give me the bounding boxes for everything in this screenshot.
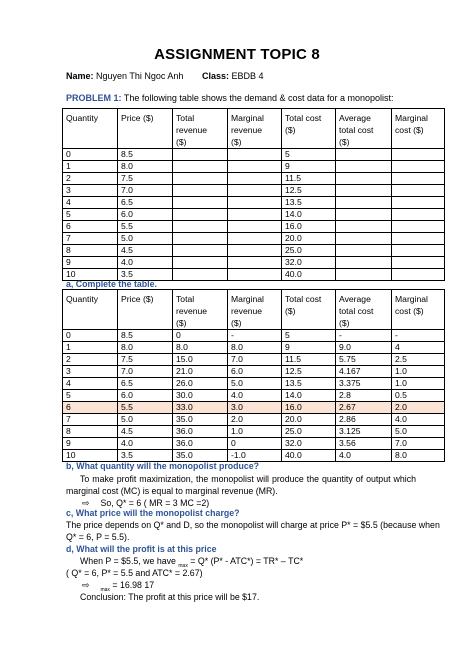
table-cell: 4 xyxy=(63,197,118,209)
table-cell xyxy=(228,257,282,269)
table-cell xyxy=(336,149,392,161)
table-cell xyxy=(336,257,392,269)
table-cell: 11.5 xyxy=(282,173,336,185)
column-header-line: cost ($) xyxy=(395,125,424,135)
table-row xyxy=(63,354,445,366)
column-header xyxy=(336,109,392,149)
table-row xyxy=(63,414,445,426)
part-c-text-1: The price depends on Q* and D, so the monopolist will charge at price P* = $5.5 (because when xyxy=(66,520,440,530)
column-header-line: Marginal xyxy=(231,294,264,304)
table-cell: 4.167 xyxy=(336,366,392,378)
part-b-answer-text: So, Q* = 6 ( MR = 3 MC =2) xyxy=(100,498,210,508)
table-cell: 16.0 xyxy=(282,402,336,414)
table-cell: 16.0 xyxy=(282,221,336,233)
table-cell xyxy=(336,173,392,185)
table-cell: 0.5 xyxy=(392,390,445,402)
table-cell: 5 xyxy=(63,209,118,221)
table-cell xyxy=(173,185,228,197)
highlighted-row xyxy=(63,402,445,414)
table-cell xyxy=(392,257,445,269)
table-cell: 21.0 xyxy=(173,366,228,378)
table-cell: 7 xyxy=(63,414,118,426)
table-cell xyxy=(336,245,392,257)
table-cell: 14.0 xyxy=(282,390,336,402)
table-cell: 5.0 xyxy=(228,378,282,390)
table-cell: 4.0 xyxy=(336,450,392,462)
table-cell: 3 xyxy=(63,366,118,378)
table-row xyxy=(63,161,445,173)
table-cell: 36.0 xyxy=(173,426,228,438)
table-cell xyxy=(228,221,282,233)
table-cell xyxy=(392,173,445,185)
table-cell: 8.0 xyxy=(118,161,173,173)
table-cell: 10 xyxy=(63,269,118,281)
table-cell: 12.5 xyxy=(282,185,336,197)
table-cell: 2.86 xyxy=(336,414,392,426)
table-cell: 9 xyxy=(63,438,118,450)
table-cell: 26.0 xyxy=(173,378,228,390)
table-cell: 25.0 xyxy=(282,426,336,438)
name-label: Name: xyxy=(66,71,94,81)
table-cell xyxy=(173,269,228,281)
table-cell xyxy=(173,245,228,257)
table-cell: 7.5 xyxy=(118,354,173,366)
part-d-line-2: ( Q* = 6, P* = 5.5 and ATC* = 2.67) xyxy=(66,568,203,578)
column-header-line: Quantity xyxy=(66,113,99,123)
table-row xyxy=(63,450,445,462)
table-cell: 2 xyxy=(63,354,118,366)
table-cell xyxy=(173,173,228,185)
column-header xyxy=(228,290,282,330)
class-info xyxy=(202,71,264,81)
table-cell: 4.0 xyxy=(392,414,445,426)
table-cell: -1.0 xyxy=(228,450,282,462)
table-row xyxy=(63,366,445,378)
column-header-line: ($) xyxy=(176,137,187,147)
table-cell: 8 xyxy=(63,426,118,438)
table-cell xyxy=(228,269,282,281)
table-cell: 9.0 xyxy=(336,342,392,354)
table-row xyxy=(63,173,445,185)
table-cell: 2.67 xyxy=(336,402,392,414)
table-cell: 5.5 xyxy=(118,221,173,233)
profit-formula: = Q* (P* - ATC*) = TR* – TC* xyxy=(190,556,304,566)
part-d-heading: d, What will the profit is at this price xyxy=(66,544,217,554)
column-header-line: ($) xyxy=(176,318,187,328)
max-subscript: max xyxy=(100,586,110,593)
table-cell: 3.375 xyxy=(336,378,392,390)
column-header-line: revenue xyxy=(231,125,263,135)
table-row xyxy=(63,221,445,233)
column-header xyxy=(63,290,118,330)
table-cell: 7.0 xyxy=(118,185,173,197)
table-cell: 1.0 xyxy=(228,426,282,438)
table-cell xyxy=(336,161,392,173)
table-cell xyxy=(336,233,392,245)
table-cell xyxy=(173,209,228,221)
table-cell xyxy=(228,185,282,197)
profit-value: = 16.98 17 xyxy=(112,580,155,590)
table-cell: 9 xyxy=(282,342,336,354)
part-b-heading: b, What quantity will the monopolist produce? xyxy=(66,461,260,471)
column-header xyxy=(118,290,173,330)
table-row xyxy=(63,245,445,257)
column-header xyxy=(173,290,228,330)
table-cell: 5 xyxy=(63,390,118,402)
table-cell: 35.0 xyxy=(173,450,228,462)
column-header-line: Total xyxy=(176,113,195,123)
table-cell: 33.0 xyxy=(173,402,228,414)
table-cell xyxy=(392,209,445,221)
table-cell xyxy=(173,257,228,269)
table-cell: 4.0 xyxy=(118,257,173,269)
table-cell: 3.5 xyxy=(118,450,173,462)
table-cell xyxy=(228,245,282,257)
problem-label: PROBLEM 1: xyxy=(66,93,122,103)
part-d-line-3 xyxy=(82,580,154,593)
table-cell: 2.5 xyxy=(392,354,445,366)
column-header-line: cost ($) xyxy=(395,306,424,316)
column-header-line: Total cost xyxy=(285,294,322,304)
table-cell: 5.5 xyxy=(118,402,173,414)
table-cell: 4 xyxy=(63,378,118,390)
column-header-line: ($) xyxy=(339,318,350,328)
table-cell: 7.0 xyxy=(392,438,445,450)
table-cell: 8.0 xyxy=(392,450,445,462)
table-cell: 10 xyxy=(63,450,118,462)
table-cell xyxy=(228,197,282,209)
column-header-line: total cost xyxy=(339,125,374,135)
column-header-line: total cost xyxy=(339,306,374,316)
column-header-line: Total cost xyxy=(285,113,322,123)
part-b-text: To make profit maximization, the monopolist will produce the quantity of output which marginal cost (MC) is equal to marginal revenue (MR). xyxy=(66,474,416,496)
table-cell xyxy=(392,149,445,161)
table-cell: 8.0 xyxy=(118,342,173,354)
column-header xyxy=(392,109,445,149)
table-cell: 5.0 xyxy=(392,426,445,438)
table-cell: 2.8 xyxy=(336,390,392,402)
column-header-line: Quantity xyxy=(66,294,99,304)
table-cell: 40.0 xyxy=(282,450,336,462)
table-cell xyxy=(228,149,282,161)
table-cell xyxy=(173,149,228,161)
part-d-line-1-text: When P = $5.5, we have xyxy=(80,556,176,566)
table-cell: 0 xyxy=(173,330,228,342)
column-header-line: Marginal xyxy=(395,113,428,123)
table-cell: 3.5 xyxy=(118,269,173,281)
table-cell: 2.0 xyxy=(392,402,445,414)
table-row xyxy=(63,330,445,342)
table-cell: 3.125 xyxy=(336,426,392,438)
table-cell: 4.5 xyxy=(118,245,173,257)
part-d-line-1 xyxy=(80,556,303,569)
table-row xyxy=(63,438,445,450)
table-cell: 8.5 xyxy=(118,330,173,342)
table-cell xyxy=(228,233,282,245)
table-cell xyxy=(173,197,228,209)
column-header xyxy=(118,109,173,149)
column-header xyxy=(228,109,282,149)
table-cell: 20.0 xyxy=(282,233,336,245)
table-cell xyxy=(392,185,445,197)
table-cell: - xyxy=(228,330,282,342)
column-header-line: ($) xyxy=(231,137,242,147)
part-c-text-2: Q* = 6, P = 5.5). xyxy=(66,532,130,542)
table-cell: 9 xyxy=(63,257,118,269)
table-cell: 5 xyxy=(282,330,336,342)
conclusion: Conclusion: The profit at this price will be $17. xyxy=(80,592,260,602)
column-header xyxy=(282,109,336,149)
table-cell: 3.0 xyxy=(228,402,282,414)
table-cell: 4 xyxy=(392,342,445,354)
table-cell: 14.0 xyxy=(282,209,336,221)
table-cell: 2.0 xyxy=(228,414,282,426)
table-cell: 8.0 xyxy=(228,342,282,354)
column-header-line: Marginal xyxy=(395,294,428,304)
table-cell xyxy=(336,269,392,281)
table-row xyxy=(63,257,445,269)
demand-cost-table xyxy=(62,108,445,281)
table-cell: 4.0 xyxy=(228,390,282,402)
column-header xyxy=(392,290,445,330)
table-cell: 9 xyxy=(282,161,336,173)
table-cell: 3 xyxy=(63,185,118,197)
table-cell xyxy=(392,269,445,281)
problem-statement xyxy=(66,93,394,103)
table-cell: 1.0 xyxy=(392,378,445,390)
column-header-line: Price ($) xyxy=(121,113,154,123)
table-cell: 20.0 xyxy=(282,414,336,426)
table-cell: 36.0 xyxy=(173,438,228,450)
table-header-row xyxy=(63,109,445,149)
student-info xyxy=(66,71,264,81)
table-cell: 5.0 xyxy=(118,233,173,245)
page-title: ASSIGNMENT TOPIC 8 xyxy=(154,46,320,63)
column-header xyxy=(336,290,392,330)
table-cell xyxy=(173,161,228,173)
table-cell: 11.5 xyxy=(282,354,336,366)
table-cell xyxy=(336,185,392,197)
table-cell xyxy=(392,197,445,209)
column-header-line: revenue xyxy=(176,125,208,135)
column-header xyxy=(63,109,118,149)
table-cell: 5 xyxy=(282,149,336,161)
table-cell: 0 xyxy=(63,330,118,342)
table-row xyxy=(63,390,445,402)
column-header-line: ($) xyxy=(231,318,242,328)
table-cell: 6 xyxy=(63,221,118,233)
table-cell: 4.5 xyxy=(118,426,173,438)
table-row xyxy=(63,185,445,197)
table-row xyxy=(63,149,445,161)
table-cell: 13.5 xyxy=(282,378,336,390)
table-cell: 8 xyxy=(63,245,118,257)
column-header-line: revenue xyxy=(231,306,263,316)
table-cell: 8.5 xyxy=(118,149,173,161)
table-cell: 5.0 xyxy=(118,414,173,426)
table-cell: 7 xyxy=(63,233,118,245)
table-cell xyxy=(173,221,228,233)
column-header-line: ($) xyxy=(285,125,296,135)
table-cell: 30.0 xyxy=(173,390,228,402)
table-cell: 2 xyxy=(63,173,118,185)
table-cell: 6.0 xyxy=(228,366,282,378)
table-cell: 6.5 xyxy=(118,197,173,209)
table-cell: - xyxy=(392,330,445,342)
table-cell: 35.0 xyxy=(173,414,228,426)
table-header-row xyxy=(63,290,445,330)
table-row xyxy=(63,197,445,209)
table-row xyxy=(63,233,445,245)
class-label: Class: xyxy=(202,71,230,81)
table-cell: 1.0 xyxy=(392,366,445,378)
table-cell: 1 xyxy=(63,342,118,354)
table-cell xyxy=(228,161,282,173)
table-cell xyxy=(228,209,282,221)
problem-text: The following table shows the demand & cost data for a monopolist: xyxy=(123,93,394,103)
column-header-line: ($) xyxy=(339,137,350,147)
table-cell: 13.5 xyxy=(282,197,336,209)
name-value: Nguyen Thi Ngoc Anh xyxy=(96,71,184,81)
column-header-line: Marginal xyxy=(231,113,264,123)
table-cell: 32.0 xyxy=(282,438,336,450)
table-cell: 0 xyxy=(228,438,282,450)
table-cell xyxy=(228,173,282,185)
table-cell: 8.0 xyxy=(173,342,228,354)
table-cell: 6.5 xyxy=(118,378,173,390)
column-header-line: revenue xyxy=(176,306,208,316)
part-c-heading: c, What price will the monopolist charge? xyxy=(66,508,240,518)
table-cell: 4.0 xyxy=(118,438,173,450)
table-cell xyxy=(173,233,228,245)
part-a-heading: a, Complete the table. xyxy=(66,279,157,289)
table-cell: 1 xyxy=(63,161,118,173)
table-cell xyxy=(336,209,392,221)
column-header-line: Average xyxy=(339,113,371,123)
table-row xyxy=(63,426,445,438)
table-cell: 12.5 xyxy=(282,366,336,378)
table-cell xyxy=(392,245,445,257)
table-cell xyxy=(336,221,392,233)
table-row xyxy=(63,209,445,221)
table-cell: 6.0 xyxy=(118,209,173,221)
table-cell: 0 xyxy=(63,149,118,161)
table-cell: 25.0 xyxy=(282,245,336,257)
table-row xyxy=(63,378,445,390)
column-header xyxy=(173,109,228,149)
column-header-line: Price ($) xyxy=(121,294,154,304)
table-cell: 7.5 xyxy=(118,173,173,185)
table-cell xyxy=(392,233,445,245)
completed-table xyxy=(62,289,445,462)
table-cell: 40.0 xyxy=(282,269,336,281)
table-cell xyxy=(392,221,445,233)
table-cell: 7.0 xyxy=(118,366,173,378)
right-arrow-icon: ⇨ xyxy=(82,498,90,508)
table-cell: 32.0 xyxy=(282,257,336,269)
table-cell xyxy=(336,197,392,209)
table-cell xyxy=(392,161,445,173)
column-header-line: Total xyxy=(176,294,195,304)
table-cell: 6 xyxy=(63,402,118,414)
table-cell: 7.0 xyxy=(228,354,282,366)
class-value: EBDB 4 xyxy=(231,71,264,81)
max-subscript: max xyxy=(178,562,188,569)
table-cell: 3.56 xyxy=(336,438,392,450)
table-cell: 15.0 xyxy=(173,354,228,366)
table-cell: - xyxy=(336,330,392,342)
right-arrow-icon: ⇨ xyxy=(82,580,90,590)
column-header-line: Average xyxy=(339,294,371,304)
table-cell: 6.0 xyxy=(118,390,173,402)
table-cell: 5.75 xyxy=(336,354,392,366)
table-row xyxy=(63,342,445,354)
column-header-line: ($) xyxy=(285,306,296,316)
column-header xyxy=(282,290,336,330)
